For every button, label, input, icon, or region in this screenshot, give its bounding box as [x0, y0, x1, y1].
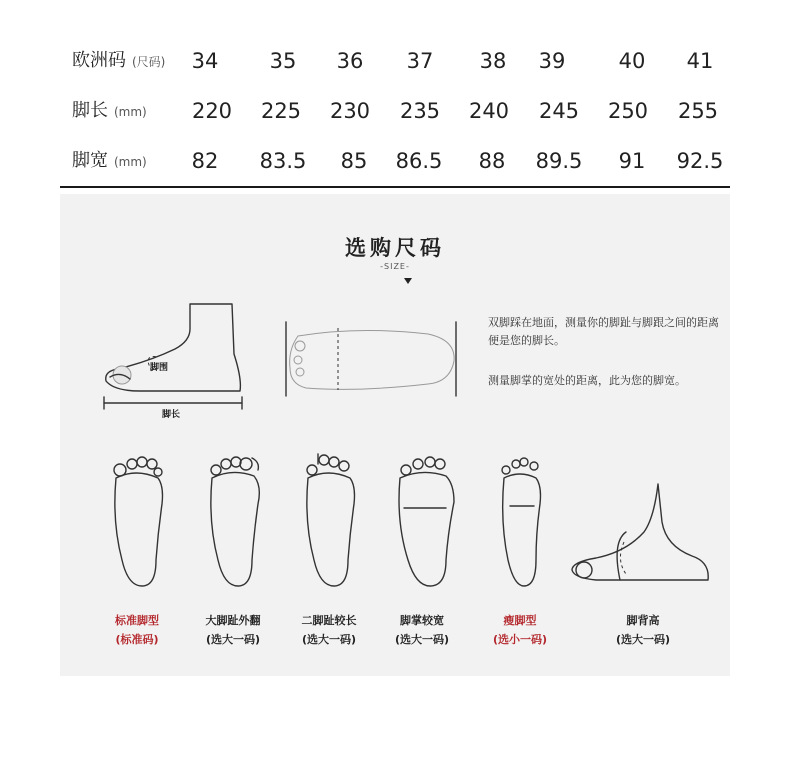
- length-instruction: 双脚踩在地面，测量你的脚趾与脚跟之间的距离便是您的脚长。: [488, 316, 719, 347]
- girth-label: 脚围: [150, 363, 169, 373]
- foot-type-advice: (标准码): [115, 633, 159, 646]
- long-second-toe-illustration: [298, 452, 360, 592]
- foot-type-name: 大脚趾外翻: [205, 614, 261, 627]
- table-cell: 41: [686, 49, 714, 73]
- table-cell: 255: [677, 99, 719, 123]
- row-label: 脚长 (mm): [72, 100, 147, 121]
- row-label: 欧洲码 (尺码): [72, 50, 166, 71]
- table-cell: 82: [191, 149, 219, 173]
- table-cell: 240: [468, 99, 510, 123]
- foot-type-advice: (选大一码): [205, 633, 261, 646]
- table-cell: 37: [406, 49, 434, 73]
- guide-title: 选购尺码: [345, 236, 445, 260]
- foot-type-name: 脚背高: [626, 614, 660, 627]
- table-row: [60, 36, 730, 86]
- standard-foot-illustration: [106, 452, 168, 592]
- table-cell: 250: [607, 99, 649, 123]
- foot-type-advice: (选大一码): [615, 633, 671, 646]
- wide-foot-illustration: [394, 452, 456, 592]
- slim-foot-illustration: [490, 452, 552, 592]
- table-row: [60, 136, 730, 186]
- table-cell: 40: [618, 49, 646, 73]
- table-cell: 83.5: [259, 149, 307, 173]
- table-cell: 88: [478, 149, 506, 173]
- foot-type-advice: (选大一码): [301, 633, 357, 646]
- table-cell: 220: [191, 99, 233, 123]
- table-cell: 235: [399, 99, 441, 123]
- high-instep-foot-illustration: [566, 482, 716, 592]
- foot-type-name: 脚掌较宽: [400, 614, 444, 627]
- guide-subtitle: -SIZE-: [380, 262, 410, 271]
- down-arrow-icon: [404, 278, 412, 284]
- table-cell: 91: [618, 149, 646, 173]
- table-cell: 225: [260, 99, 302, 123]
- foot-type-advice: (选大一码): [394, 633, 450, 646]
- length-label: 脚长: [162, 410, 181, 420]
- table-cell: 38: [479, 49, 507, 73]
- table-cell: 89.5: [535, 149, 583, 173]
- size-table: [60, 36, 730, 188]
- foot-type-name: 标准脚型: [115, 614, 159, 627]
- foot-side-view-illustration: [100, 299, 250, 419]
- foot-type-name: 二脚趾较长: [301, 614, 357, 627]
- table-cell: 92.5: [676, 149, 724, 173]
- foot-top-view-illustration: [278, 316, 463, 406]
- bunion-foot-illustration: [202, 452, 264, 592]
- table-cell: 34: [191, 49, 219, 73]
- table-cell: 85: [340, 149, 368, 173]
- width-instruction: 测量脚掌的宽处的距离，此为您的脚宽。: [488, 374, 686, 387]
- foot-type-name: 瘦脚型: [503, 614, 537, 627]
- table-row: [60, 86, 730, 136]
- row-label: 脚宽 (mm): [72, 150, 147, 171]
- table-cell: 86.5: [395, 149, 443, 173]
- table-cell: 36: [336, 49, 364, 73]
- table-cell: 230: [329, 99, 371, 123]
- size-guide-panel: [60, 194, 730, 676]
- table-cell: 39: [538, 49, 566, 73]
- table-cell: 245: [538, 99, 580, 123]
- table-cell: 35: [269, 49, 297, 73]
- foot-type-advice: (选小一码): [492, 633, 548, 646]
